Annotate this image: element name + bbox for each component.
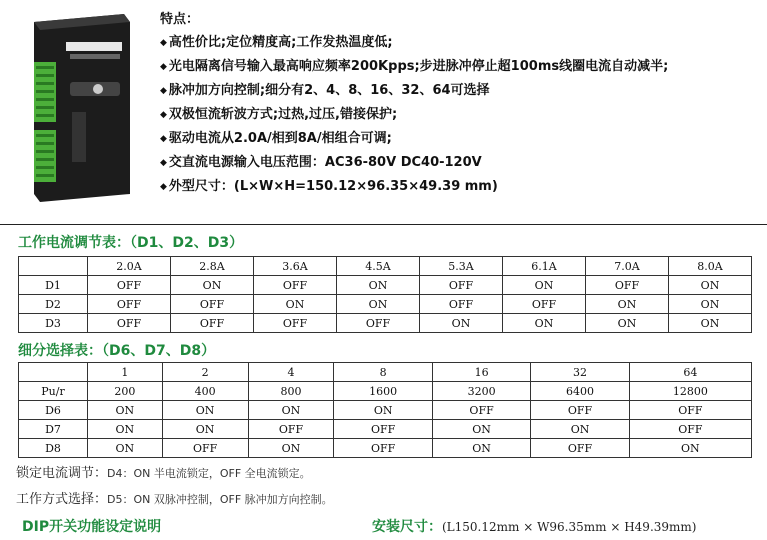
table-header-cell: 8 xyxy=(334,363,432,382)
lock-current-note xyxy=(16,462,311,481)
table-cell: OFF xyxy=(420,276,503,295)
mode-label: 工作方式选择： xyxy=(16,492,108,507)
divider xyxy=(0,224,767,225)
table-cell: OFF xyxy=(531,401,629,420)
table-cell: 800 xyxy=(248,382,334,401)
table-cell: OFF xyxy=(254,314,337,333)
table-cell: ON xyxy=(503,314,586,333)
table-cell: OFF xyxy=(88,276,171,295)
table-header-cell: 4 xyxy=(248,363,334,382)
feature-item: ◆ 脉冲加方向控制;细分有2、4、8、16、32、64可选择 xyxy=(160,83,490,98)
table-row-label: Pu/r xyxy=(19,382,88,401)
table-header-cell: 2 xyxy=(162,363,248,382)
table-row-label: D7 xyxy=(19,420,88,439)
table-row xyxy=(19,401,752,420)
bullet-icon: ◆ xyxy=(160,158,167,168)
table-cell: OFF xyxy=(171,314,254,333)
bullet-icon: ◆ xyxy=(160,110,167,120)
table-cell: OFF xyxy=(88,314,171,333)
table-cell: OFF xyxy=(503,295,586,314)
features-title: 特点： xyxy=(160,12,200,27)
table-cell: ON xyxy=(88,401,163,420)
table-cell: ON xyxy=(334,401,432,420)
table-cell: ON xyxy=(629,439,751,458)
lock-current-text: D4：ON 半电流锁定，OFF 全电流锁定。 xyxy=(107,467,311,480)
table-cell: OFF xyxy=(334,439,432,458)
table-header-cell: 16 xyxy=(432,363,530,382)
table-cell: OFF xyxy=(420,295,503,314)
table-row xyxy=(19,276,752,295)
table-cell: 6400 xyxy=(531,382,629,401)
table-row xyxy=(19,382,752,401)
table-cell: ON xyxy=(432,420,530,439)
table-row-label: D3 xyxy=(19,314,88,333)
table-cell: 400 xyxy=(162,382,248,401)
table-cell: ON xyxy=(248,401,334,420)
bullet-icon: ◆ xyxy=(160,134,167,144)
table-row-label: D2 xyxy=(19,295,88,314)
feature-item: ◆ 高性价比;定位精度高;工作发热温度低; xyxy=(160,35,393,50)
table-header-cell: 64 xyxy=(629,363,751,382)
table-header-cell: 6.1A xyxy=(503,257,586,276)
table-cell: OFF xyxy=(162,439,248,458)
lock-current-label: 锁定电流调节： xyxy=(16,466,108,481)
feature-item: ◆ 交直流电源输入电压范围：AC36-80V DC40-120V xyxy=(160,155,482,170)
table-row-label: D8 xyxy=(19,439,88,458)
micro-table-title: 细分选择表：（D6、D7、D8） xyxy=(18,343,216,359)
table-cell: OFF xyxy=(531,439,629,458)
table-row xyxy=(19,314,752,333)
table-cell: 1600 xyxy=(334,382,432,401)
current-table xyxy=(18,256,752,333)
feature-item: ◆ 外型尺寸：(L×W×H=150.12×96.35×49.39 mm) xyxy=(160,179,498,194)
table-cell: ON xyxy=(531,420,629,439)
table-cell: OFF xyxy=(248,420,334,439)
table-cell: 3200 xyxy=(432,382,530,401)
table-cell: OFF xyxy=(629,420,751,439)
table-cell: OFF xyxy=(432,401,530,420)
mode-note xyxy=(16,488,333,507)
table-cell: ON xyxy=(432,439,530,458)
table-header-cell: 8.0A xyxy=(669,257,752,276)
table-header-row xyxy=(19,257,752,276)
table-row xyxy=(19,439,752,458)
table-cell: ON xyxy=(420,314,503,333)
table-header-cell: 2.0A xyxy=(88,257,171,276)
table-cell: OFF xyxy=(337,314,420,333)
table-cell: ON xyxy=(669,276,752,295)
features-block xyxy=(160,8,760,202)
table-row-label: D6 xyxy=(19,401,88,420)
table-cell: ON xyxy=(503,276,586,295)
table-cell: 12800 xyxy=(629,382,751,401)
table-header-cell: 1 xyxy=(88,363,163,382)
table-cell: OFF xyxy=(254,276,337,295)
table-cell: OFF xyxy=(88,295,171,314)
table-row-label: D1 xyxy=(19,276,88,295)
table-cell: ON xyxy=(337,295,420,314)
table-cell: ON xyxy=(171,276,254,295)
table-row xyxy=(19,295,752,314)
table-cell: ON xyxy=(669,295,752,314)
table-header-cell: 3.6A xyxy=(254,257,337,276)
driver-photo-icon xyxy=(26,12,132,202)
table-cell: 200 xyxy=(88,382,163,401)
table-header-cell: 32 xyxy=(531,363,629,382)
table-cell: ON xyxy=(669,314,752,333)
micro-table xyxy=(18,362,752,458)
table-header-cell: 4.5A xyxy=(337,257,420,276)
bullet-icon: ◆ xyxy=(160,62,167,72)
bullet-icon: ◆ xyxy=(160,38,167,48)
dip-title: DIP开关功能设定说明 xyxy=(22,519,162,535)
table-header-row xyxy=(19,363,752,382)
table-cell: ON xyxy=(586,314,669,333)
bullet-icon: ◆ xyxy=(160,86,167,96)
table-header-cell: 2.8A xyxy=(171,257,254,276)
table-cell: OFF xyxy=(586,276,669,295)
install-dims: (L150.12mm × W96.35mm × H49.39mm) xyxy=(442,520,697,534)
table-cell: OFF xyxy=(334,420,432,439)
table-cell: ON xyxy=(254,295,337,314)
feature-item: ◆ 双极恒流斩波方式;过热,过压,错接保护; xyxy=(160,107,398,122)
feature-item: ◆ 光电隔离信号输入最高响应频率200Kpps;步进脉冲停止超100ms线圈电流自动减半; xyxy=(160,59,669,74)
table-cell: ON xyxy=(88,439,163,458)
table-cell: OFF xyxy=(629,401,751,420)
table-header-cell: 7.0A xyxy=(586,257,669,276)
table-cell: ON xyxy=(248,439,334,458)
table-cell: ON xyxy=(162,420,248,439)
install-label: 安装尺寸： xyxy=(372,519,442,535)
table-cell: ON xyxy=(162,401,248,420)
table-row xyxy=(19,420,752,439)
table-header-cell xyxy=(19,363,88,382)
bullet-icon: ◆ xyxy=(160,182,167,192)
current-table-title: 工作电流调节表：（D1、D2、D3） xyxy=(18,235,244,251)
feature-item: ◆ 驱动电流从2.0A/相到8A/相组合可调; xyxy=(160,131,392,146)
table-cell: ON xyxy=(88,420,163,439)
table-cell: ON xyxy=(586,295,669,314)
install-size xyxy=(372,516,696,536)
table-header-cell xyxy=(19,257,88,276)
mode-text: D5：ON 双脉冲控制，OFF 脉冲加方向控制。 xyxy=(107,493,333,506)
table-cell: ON xyxy=(337,276,420,295)
table-header-cell: 5.3A xyxy=(420,257,503,276)
table-cell: OFF xyxy=(171,295,254,314)
